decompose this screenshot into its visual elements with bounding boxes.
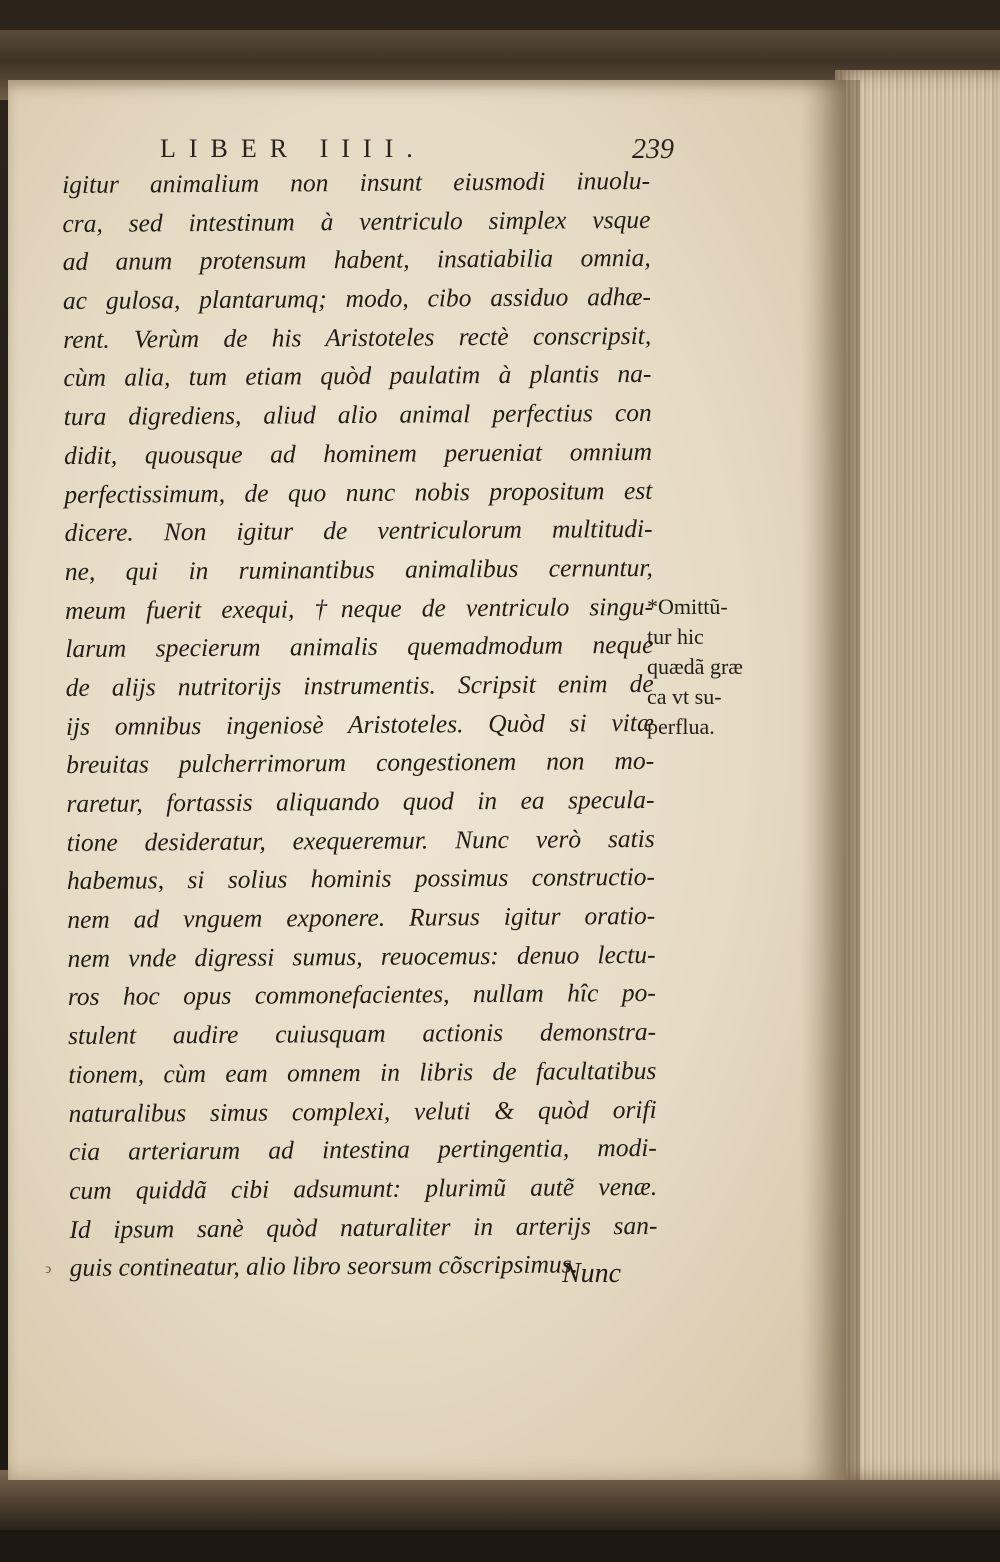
text-line: Id ipsum sanè quòd naturaliter in arterijs san- bbox=[69, 1210, 658, 1244]
text-line: igitur animalium non insunt eiusmodi inuolu- bbox=[62, 165, 651, 199]
text-line: cia arteriarum ad intestina pertingentia, modi- bbox=[68, 1133, 657, 1167]
text-line: rent. Verùm de his Aristoteles rectè conscripsit, bbox=[63, 320, 652, 354]
text-line: tionem, cùm eam omnem in libris de facultatibus bbox=[68, 1055, 657, 1089]
text-line: tura digrediens, aliud alio animal perfectius con bbox=[63, 398, 652, 432]
margin-note-line: tur hic bbox=[647, 624, 704, 649]
text-line: de alijs nutritorijs instrumentis. Scripsit enim de bbox=[65, 668, 654, 702]
text-line: habemus, si solius hominis possimus constructio- bbox=[66, 862, 656, 896]
page-number: 239 bbox=[632, 134, 674, 165]
text-line: raretur, fortassis aliquando quod in ea specula- bbox=[66, 784, 655, 818]
signature-mark: ↄ bbox=[45, 1262, 55, 1277]
margin-note-line: *Omittũ- bbox=[647, 594, 728, 619]
text-line: cra, sed intestinum à ventriculo simplex vsque bbox=[62, 204, 651, 238]
text-line: tione desideratur, exequeremur. Nunc verò satis bbox=[66, 823, 655, 857]
catchword: Nunc bbox=[562, 1258, 622, 1289]
text-line: ros hoc opus commonefacientes, nullam hîc po- bbox=[67, 978, 656, 1012]
text-line: stulent audire cuiusquam actionis demonstra- bbox=[67, 1016, 657, 1051]
text-line: didit, quousque ad hominem perueniat omnium bbox=[63, 436, 653, 470]
text-line: dicere. Non igitur de ventriculorum multitudi- bbox=[64, 514, 653, 548]
text-line: breuitas pulcherrimorum congestionem non mo- bbox=[66, 746, 655, 780]
text-line: meum fuerit exequi, †neque de ventriculo singu- bbox=[64, 591, 654, 625]
text-line: nem vnde digressi sumus, reuocemus: denuo lectu- bbox=[67, 939, 656, 973]
text-line: ad anum protensum habent, insatiabilia omnia, bbox=[62, 243, 651, 277]
text-line: guis contineatur, alio libro seorsum cõscripsimus. bbox=[69, 1249, 579, 1283]
text-line: ne, qui in ruminantibus animalibus cernuntur, bbox=[64, 552, 653, 586]
text-line: perfectissimum, de quo nunc nobis propositum est bbox=[64, 475, 653, 509]
text-line: nem ad vnguem exponere. Rursus igitur oratio- bbox=[67, 900, 656, 935]
text-line: ac gulosa, plantarumq; modo, cibo assiduo adhæ- bbox=[62, 281, 652, 316]
text-line: cum quiddã cibi adsumunt: plurimũ autẽ venæ. bbox=[69, 1171, 658, 1205]
text-line: naturalibus simus complexi, veluti & quòd orifi bbox=[68, 1094, 657, 1128]
margin-note-line: quædã græ bbox=[647, 654, 743, 679]
margin-note-line: perflua. bbox=[647, 714, 715, 739]
page-gutter-shadow bbox=[800, 80, 860, 1480]
text-line: ijs omnibus ingeniosè Aristoteles. Quòd si vitæ bbox=[65, 707, 654, 741]
margin-note bbox=[647, 592, 775, 742]
margin-note-line: ca vt su- bbox=[647, 684, 722, 709]
body-text bbox=[62, 162, 658, 1288]
running-title: LIBER IIII. bbox=[160, 134, 426, 163]
text-line: larum specierum animalis quemadmodum neque bbox=[65, 630, 654, 664]
text-line: cùm alia, tum etiam quòd paulatim à plantis na- bbox=[63, 359, 652, 393]
